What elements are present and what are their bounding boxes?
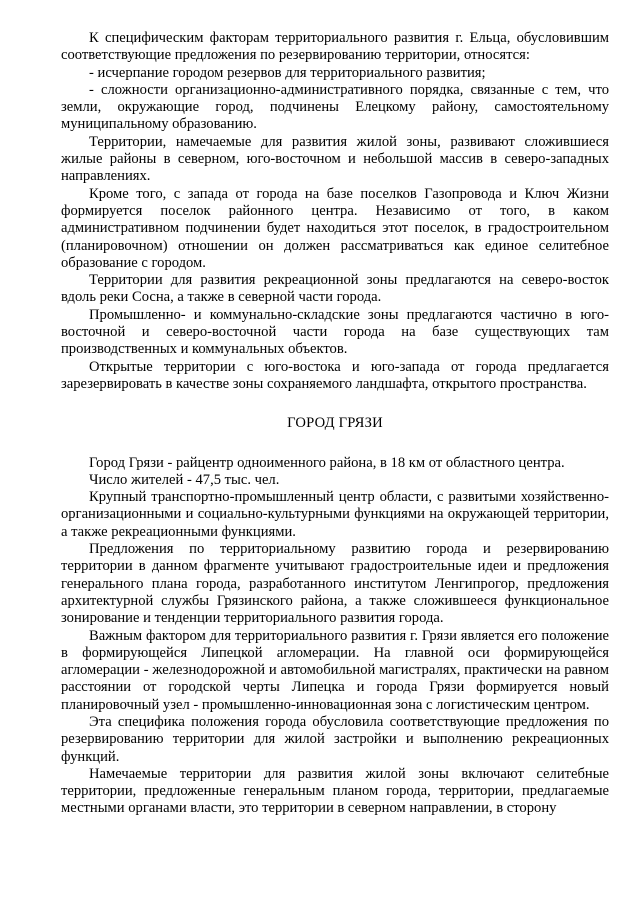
paragraph: Кроме того, с запада от города на базе поселков Газопровода и Ключ Жизни формируется поселок районного центра. Независимо от того, в каком административном подчинении будет находиться этот поселок, в градостроительном (планировочном) отношении он должен рассматриваться как единое селитебное образование с городом. — [61, 185, 609, 271]
paragraph: Открытые территории с юго-востока и юго-запада от города предлагается зарезервировать в качестве зоны сохраняемого ландшафта, открытого пространства. — [61, 358, 609, 392]
paragraph: Намечаемые территории для развития жилой зоны включают селитебные территории, предложенные генеральным планом города, территории, предлагаемые местными органами власти, это территории в северном направлении, в сторону — [61, 765, 609, 817]
paragraph: Число жителей - 47,5 тыс. чел. — [89, 471, 280, 488]
paragraph: Промышленно- и коммунально-складские зоны предлагаются частично в юго-восточной и северо-восточной части города на базе существующих там производственных и коммунальных объектов. — [61, 306, 609, 358]
paragraph: К специфическим факторам территориального развития г. Ельца, обусловившим соответствующие предложения по резервированию территории, относятся: — [61, 30, 609, 64]
paragraph: Эта специфика положения города обусловила соответствующие предложения по резервированию территории для жилой застройки и выполнению рекреационных функций. — [61, 713, 609, 765]
section-gryazi — [61, 455, 609, 818]
section-heading: ГОРОД ГРЯЗИ — [287, 415, 383, 432]
paragraph: Территории, намечаемые для развития жилой зоны, развивают сложившиеся жилые районы в северном, юго-восточном и небольшой массив в северо-западных направлениях. — [61, 133, 609, 185]
list-item: - исчерпание городом резервов для территориального развития; — [89, 64, 486, 81]
paragraph: Предложения по территориальному развитию города и резервированию территории в данном фрагменте учитывают градостроительные идеи и предложения генерального плана города, разработанного институтом Ленгипрогор, предложения архитектурной службы Грязинского района, а также сложившееся функциональное зонирование и тенденции территориального развития города. — [61, 541, 609, 627]
list-item: - сложности организационно-административного порядка, связанные с тем, что земли, окружающие город, подчинены Елецкому району, самостоятельному муниципальному образованию. — [61, 81, 609, 133]
paragraph: Важным фактором для территориального развития г. Грязи является его положение в формирующейся Липецкой агломерации. На главной оси формирующейся агломерации - железнодорожной и автомобильной магистралях, практически на равном расстоянии от городской черты Липецка и города Грязи формируется новый планировочный узел - промышленно-инновационная зона с логистическим центром. — [61, 627, 609, 713]
paragraph: Крупный транспортно-промышленный центр области, с развитыми хозяйственно-организационными и социально-культурными функциями на окружающей территории, а также рекреационными функциями. — [61, 489, 609, 540]
paragraph: Город Грязи - райцентр одноименного района, в 18 км от областного центра. — [89, 454, 565, 471]
section-yelets — [61, 30, 609, 393]
paragraph: Территории для развития рекреационной зоны предлагаются на северо-восток вдоль реки Сосна, а также в северной части города. — [61, 272, 609, 306]
